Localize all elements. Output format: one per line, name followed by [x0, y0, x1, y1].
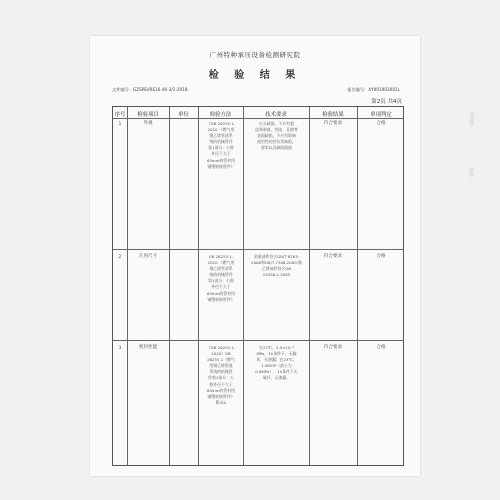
col-header-no: 序号 — [114, 112, 126, 118]
row-2-requirement: 金属部件符合GB/T 8163- 2008和GB/T 7306-2000;聚 乙烯部件符合GB 15558.2-2005 — [251, 254, 302, 278]
margin-mark-1: XY00... — [468, 112, 474, 130]
row-3-no: 3 — [118, 345, 122, 350]
results-table — [112, 106, 404, 466]
row-3-method: 《GB 26255.1- 2010》GB 26255.1《燃气 用聚乙烯管道 系统的机械管 件第1部分：公 称外径不大于 63mm的管材用 钢塑转换管件》 附录A — [206, 345, 236, 405]
file-number-label: 文件编号： — [112, 87, 133, 92]
row-2-method: GB 26255.1- 2010 《燃气用 聚乙烯管道系 统的机械管件 第1部分：公称 外径不大于 63mm的管材用 钢塑转换管件》 — [206, 254, 236, 302]
row-2-item: 几何尺寸 — [138, 254, 158, 259]
col-header-result: 检验结果 — [322, 112, 344, 118]
col-header-method: 检验方法 — [209, 112, 232, 118]
col-header-unit: 单位 — [178, 112, 189, 118]
row-1-requirement: 应无缺损、不应有裂 纹和剥落、凹陷、孔隙等 表面缺陷，不应有影响 使用性的凹坑等缺陷， 要求以及缺陷限值 — [255, 121, 298, 151]
col-header-judgement: 单项判定 — [370, 112, 392, 118]
page-title: 检 验 结 果 — [208, 70, 302, 81]
col-header-requirement: 技术要求 — [265, 112, 287, 118]
col-header-item: 检验项目 — [137, 112, 159, 118]
row-1-no: 1 — [118, 121, 122, 126]
row-1-method: 《GB 26255.1- 2010 《燃气用 聚乙烯管道系 统的机械管件 第1部分：公称 外径不大于 63mm的管材用 钢塑转换管件》 — [206, 121, 236, 169]
row-2-result: 符合要求 — [323, 254, 343, 259]
row-3-requirement: 在23℃，2.5×10⁻⁴ MPa，1h条件下，无破 坏，无渗漏；在23℃， 1.0MOP（最小为 0.6MPa），1h条件下无 破坏，无渗漏。 — [255, 345, 298, 381]
row-2-judgement: 合格 — [376, 254, 386, 259]
row-1-judgement: 合格 — [376, 121, 386, 126]
margin-mark-2: 第2... — [468, 168, 474, 181]
row-3-item: 密封性能 — [138, 345, 158, 350]
report-number-value: XY001903081L — [368, 87, 400, 92]
row-2-no: 2 — [118, 254, 122, 259]
row-1-result: 符合要求 — [323, 121, 343, 126]
row-3-result: 符合要求 — [323, 345, 343, 350]
row-1-item: 外观 — [143, 121, 153, 126]
file-number-value: GZSPEI/RE16.46-3/1-2018 — [132, 87, 188, 92]
row-3-judgement: 合格 — [376, 345, 386, 350]
report-page — [90, 36, 420, 476]
report-number — [347, 87, 400, 93]
institute-name: 广州特种承压设备检测研究院 — [209, 51, 301, 59]
page-indicator: 第2页 共4页 — [371, 99, 402, 105]
report-number-label: 报告编号： — [347, 87, 369, 92]
file-number — [112, 87, 188, 93]
